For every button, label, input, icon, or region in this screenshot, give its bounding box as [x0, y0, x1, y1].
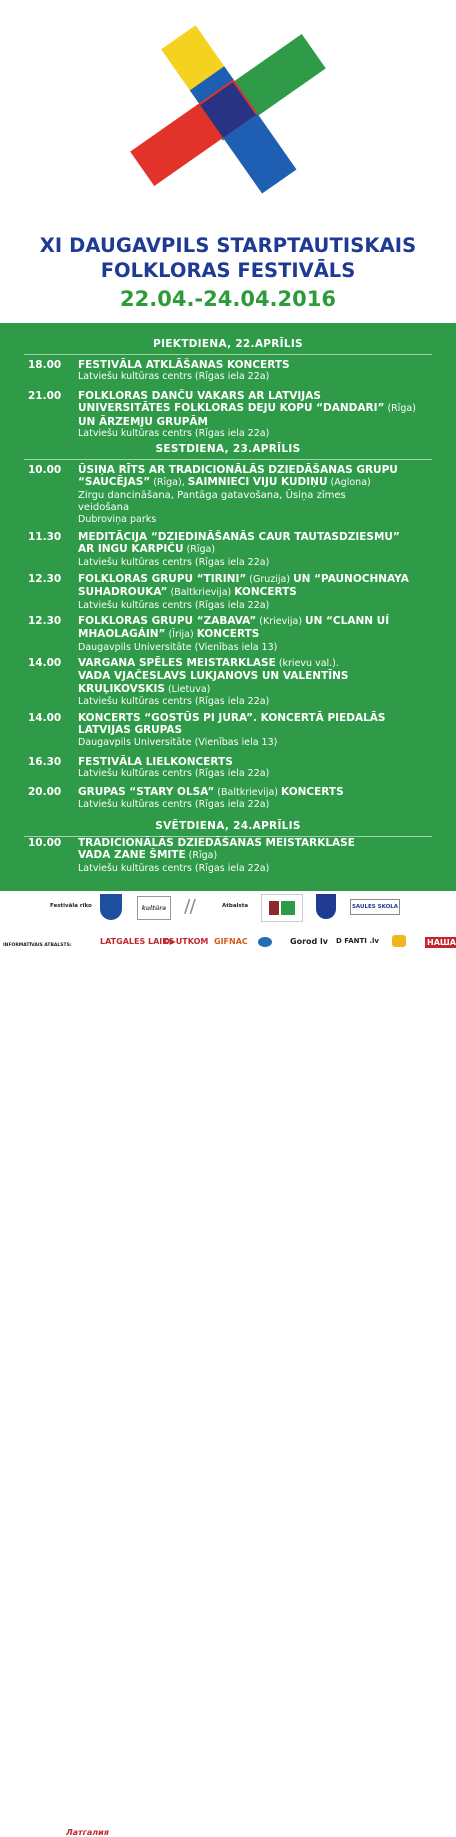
event-origin: (Rīga), — [150, 477, 188, 489]
event-item — [78, 359, 448, 384]
media-logo: LATGALES LAIKS — [100, 937, 175, 946]
event-title: SAIMNIECI VIJU KUDIŅU — [187, 476, 328, 489]
event-title: KONCERTS — [196, 628, 260, 641]
event-title: FESTIVĀLA ATKLĀŠANAS KONCERTS — [78, 359, 290, 371]
media-support-label: INFORMATĪVAIS ATBALSTS: — [3, 943, 72, 948]
event-origin: (krievu val.). — [275, 658, 339, 669]
event-origin: (Gruzija) — [246, 574, 294, 585]
organizer-label: Festivāla rīko — [50, 903, 92, 909]
event-location: Latviešu kultūras centrs (Rīgas iela 22a) — [78, 556, 270, 568]
event-title: VARGANA SPĒLES MEISTARKLASE — [78, 657, 276, 669]
event-origin: (Aglona) — [327, 477, 371, 489]
festival-title-line2: FOLKLORAS FESTIVĀLS — [100, 259, 356, 282]
event-item — [78, 531, 448, 569]
event-origin: (Rīga) — [384, 403, 416, 415]
event-title: “SAUCĒJAS” — [78, 476, 151, 489]
media-logo: D▶UTKOM — [163, 937, 209, 946]
media-logo: Латгалия — [66, 1828, 109, 1837]
event-item — [78, 464, 448, 526]
day-heading-friday: PIEKTDIENA, 22.APRĪLIS — [153, 338, 303, 350]
event-item — [78, 573, 448, 612]
event-item — [78, 756, 448, 781]
event-title: LATVIJAS GRUPAS — [78, 724, 183, 737]
event-origin: (Krievija) — [256, 616, 306, 627]
latvia-lithuania-logo-icon — [261, 894, 303, 922]
event-title: TRADICIONĀLĀS DZIEDĀŠANAS MEISTARKLASE — [78, 837, 355, 849]
event-origin: (Rīga) — [183, 544, 216, 556]
event-item — [78, 390, 448, 440]
event-title: VADA ZANE ŠMITE — [78, 849, 186, 862]
daugavpils-coat-of-arms-icon — [100, 894, 122, 920]
event-location: Latviešu kultūras centrs (Rīgas iela 22a) — [78, 427, 270, 439]
day-heading-saturday: SESTDIENA, 23.APRĪLIS — [155, 443, 301, 455]
divider — [24, 354, 432, 355]
media-logo: GIFNAC — [214, 937, 248, 946]
event-time: 10.00 — [28, 464, 62, 476]
event-title: VADA VJAČESLAVS LUKJANOVS UN VALENTĪNS — [78, 670, 349, 683]
event-origin: (Lietuva) — [164, 683, 211, 695]
festival-dates: 22.04.-24.04.2016 — [120, 287, 336, 311]
event-time: 20.00 — [28, 786, 62, 798]
event-title: FOLKLORAS GRUPU “ZABAVA” — [78, 615, 257, 627]
event-title: KONCERTS — [234, 586, 297, 599]
event-time: 10.00 — [28, 837, 62, 849]
event-title: UN ĀRZEMJU GRUPĀM — [78, 415, 209, 428]
event-title: MEDITĀCIJA “DZIEDINĀŠANĀS CAUR TAUTASDZIESMU” — [78, 531, 400, 543]
event-item — [78, 786, 448, 812]
event-time: 21.00 — [28, 390, 62, 402]
event-location: Dubroviņa parks — [78, 514, 157, 526]
event-time: 18.00 — [28, 359, 62, 371]
event-title: KONCERTS “GOSTŪS PI JURA”. KONCERTĀ PIEDALĀS — [78, 712, 386, 724]
event-origin: (Rīga) — [185, 850, 218, 862]
media-logo: D FANTI .lv — [336, 937, 379, 945]
event-title: ŪSIŅA RĪTS AR TRADICIONĀLĀS DZIEDĀŠANAS GRUPU — [78, 464, 398, 476]
saules-skola-logo: SAULES SKOLA — [350, 899, 400, 915]
event-item — [78, 837, 448, 875]
event-title: FESTIVĀLA LIELKONCERTS — [78, 756, 233, 768]
divider — [24, 459, 432, 460]
event-location: Latviešu kultūras centrs (Rīgas iela 22a) — [78, 862, 270, 874]
sponsors-footer — [0, 891, 456, 1837]
event-time: 14.00 — [28, 712, 62, 724]
globe-logo-icon — [258, 937, 272, 947]
event-origin: (Baltkrievija) — [167, 587, 235, 599]
kultura-logo: kultūra — [137, 896, 171, 920]
event-location: Daugavpils Universitāte (Vienības iela 13) — [78, 736, 278, 748]
event-location: Latviešu kultūras centrs (Rīgas iela 22a) — [78, 695, 270, 707]
event-time: 14.00 — [28, 657, 62, 669]
event-location: Latviešu kultūras centrs (Rīgas iela 22a) — [78, 599, 270, 611]
event-time: 12.30 — [28, 615, 62, 627]
support-label: Atbalsta — [222, 903, 249, 909]
media-badge-icon — [392, 935, 406, 947]
event-location: Latviešu kultūras centrs (Rīgas iela 22a) — [78, 799, 270, 811]
event-title: KONCERTS — [281, 786, 344, 798]
city-coat-of-arms-icon — [316, 894, 336, 919]
event-time: 16.30 — [28, 756, 62, 768]
event-item — [78, 615, 448, 654]
program-panel — [0, 323, 456, 891]
event-title: GRUPAS “STARY OLSA” — [78, 786, 215, 798]
event-origin: (Baltkrievija) — [214, 787, 282, 798]
event-title: SUHADROUKA” — [78, 586, 168, 599]
culture-center-logo-icon: ⧸⧸ — [184, 897, 196, 916]
day-heading-sunday: SVĒTDIENA, 24.APRĪLIS — [155, 820, 301, 832]
event-description: veidošana — [78, 501, 130, 513]
poster-header — [0, 0, 456, 323]
event-title: UNIVERSITĀTES FOLKLORAS DEJU KOPU “DANDARI” — [78, 402, 385, 415]
event-location: Daugavpils Universitāte (Vienības iela 13) — [78, 641, 278, 653]
festival-logo-icon — [118, 2, 338, 224]
event-location: Latviešu kultūras centrs (Rīgas iela 22a) — [78, 371, 270, 383]
event-title: MHAOLAGÁIN” — [78, 628, 166, 641]
event-title: UN “CLANN UÍ — [305, 615, 390, 627]
event-item — [78, 657, 448, 708]
event-title: AR INGU KARPIČU — [78, 543, 184, 556]
event-time: 11.30 — [28, 531, 62, 543]
media-logo: Gorod lv — [290, 937, 328, 946]
event-title: FOLKLORAS DANČU VAKARS AR LATVIJAS — [78, 390, 321, 402]
event-time: 12.30 — [28, 573, 62, 585]
media-logo: НАША — [427, 938, 456, 947]
event-item — [78, 712, 448, 749]
event-title: KRUĻIKOVSKIS — [78, 682, 165, 695]
event-title: FOLKLORAS GRUPU “TIRINI” — [78, 573, 247, 585]
event-location: Latviešu kultūras centrs (Rīgas iela 22a) — [78, 768, 270, 780]
event-origin: (Īrija) — [165, 629, 197, 641]
festival-title-line1: XI DAUGAVPILS STARPTAUTISKAIS — [39, 234, 417, 257]
event-title: UN “PAUNOCHNAYA — [293, 573, 409, 585]
event-description: Zirgu dancināšana, Pantāga gatavošana, Ūsiņa zīmes — [78, 489, 346, 501]
